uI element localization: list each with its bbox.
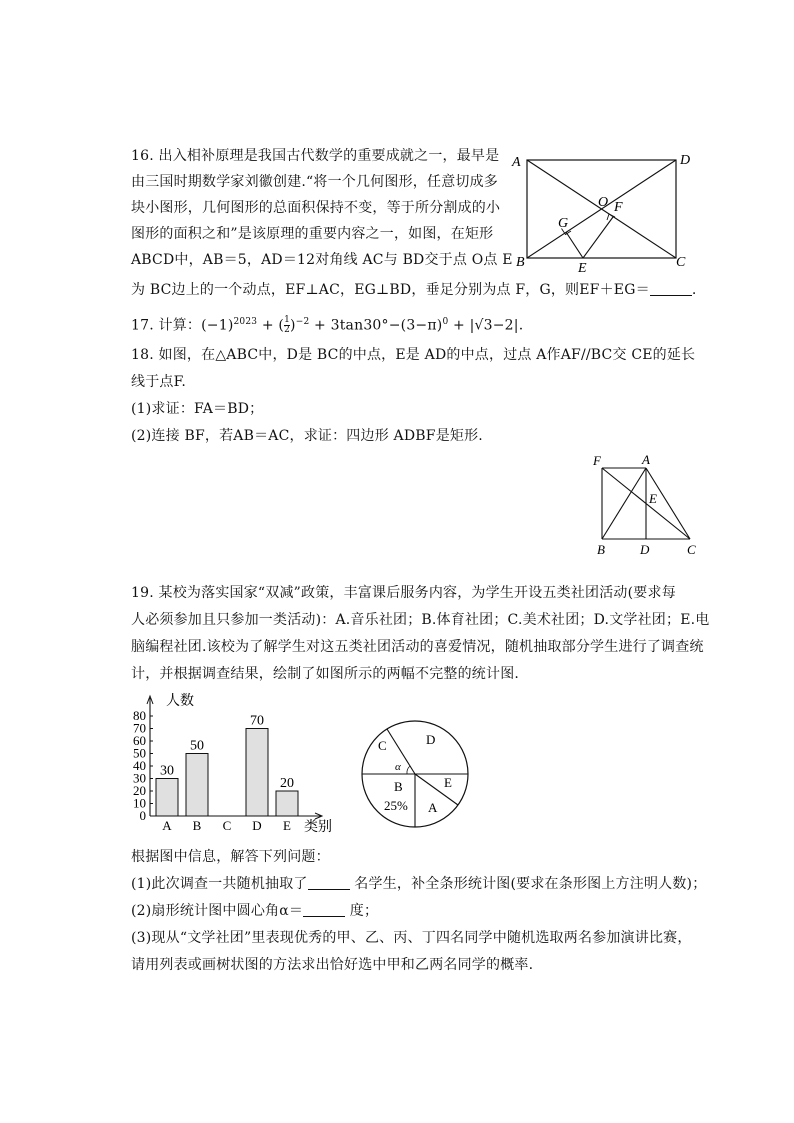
q19-part-1-b: 名学生，补全条形统计图(要求在条形图上方注明人数)； bbox=[354, 876, 707, 892]
q17-fraction bbox=[284, 316, 290, 335]
label-f: F bbox=[593, 453, 601, 468]
label-o: O bbox=[598, 195, 609, 210]
bar-data-label-d: 70 bbox=[250, 713, 264, 729]
q17-exp-0: 0 bbox=[442, 317, 449, 327]
x-category-d: D bbox=[252, 818, 262, 833]
label-e: E bbox=[649, 491, 657, 506]
y-tick-label: 0 bbox=[139, 808, 146, 823]
q16-line-6 bbox=[131, 280, 696, 300]
q18-part-1: (1)求证：FA＝BD； bbox=[131, 401, 264, 417]
q19-line-3: 脑编程社团.该校为了解学生对这五类社团活动的喜爱情况，随机抽取部分学生进行了调查统 bbox=[131, 639, 704, 655]
y-tick-label: 30 bbox=[133, 770, 146, 786]
x-category-c: C bbox=[222, 818, 232, 833]
q19-part-1 bbox=[131, 874, 706, 894]
q18-line-2: 线于点F. bbox=[131, 374, 186, 390]
q18-line-1: 18. 如图，在△ABC中，D是 BC的中点，E是 AD的中点，过点 A作AF//BC交 CE的延长 bbox=[131, 347, 696, 363]
q19-part-3-line-1: (3)现从“文学社团”里表现优秀的甲、乙、丙、丁四名同学中随机选取两名参加演讲比赛， bbox=[131, 930, 692, 946]
y-tick-label: 70 bbox=[133, 720, 146, 736]
y-tick-label: 50 bbox=[133, 745, 146, 761]
q19-line-4: 计，并根据调查结果，绘制了如图所示的两幅不完整的统计图. bbox=[131, 666, 520, 682]
label-e: E bbox=[578, 261, 587, 276]
q16-line-4: 图形的面积之和”是该原理的重要内容之一，如图，在矩形 bbox=[131, 226, 494, 242]
label-b: B bbox=[597, 542, 605, 557]
bar-d bbox=[246, 729, 268, 817]
pie-percent-b: 25% bbox=[384, 798, 408, 813]
q17-frac-den: 2 bbox=[284, 325, 291, 336]
q19-part-2-a: (2)扇形统计图中圆心角α＝ bbox=[131, 903, 304, 919]
label-c: C bbox=[687, 542, 696, 557]
bar-data-label-b: 50 bbox=[190, 738, 204, 754]
q19-part-1-a: (1)此次调查一共随机抽取了 bbox=[131, 876, 308, 892]
x-category-e: E bbox=[283, 818, 291, 833]
label-d: D bbox=[680, 153, 691, 168]
q19-part-2-b: 度； bbox=[349, 903, 379, 919]
segment-ef bbox=[583, 217, 613, 258]
x-category-a: A bbox=[162, 818, 172, 833]
bar-a bbox=[156, 779, 178, 817]
answer-blank-1 bbox=[308, 875, 350, 890]
q16-rectangle-figure bbox=[508, 148, 698, 276]
q19-intro: 根据图中信息，解答下列问题： bbox=[131, 849, 330, 865]
q19-line-2: 人必须参加且只参加一类活动)：A.音乐社团；B.体育社团；C.美术社团；D.文学社团；E.电 bbox=[131, 612, 710, 628]
answer-blank-2 bbox=[303, 902, 345, 917]
label-b: B bbox=[516, 255, 525, 270]
label-f: F bbox=[614, 200, 623, 215]
bar-chart-categories bbox=[162, 818, 291, 833]
pie-chart bbox=[352, 718, 478, 830]
segment-eg bbox=[566, 232, 583, 258]
pie-alpha: α bbox=[395, 761, 401, 773]
q17-rest2: + |√3−2|. bbox=[448, 317, 524, 334]
bar-chart-xlabel: 类别 bbox=[304, 820, 332, 835]
y-tick-label: 20 bbox=[133, 783, 146, 798]
q18-part-2: (2)连接 BF，若AB＝AC，求证：四边形 ADBF是矩形. bbox=[131, 428, 483, 444]
q19-part-2 bbox=[131, 901, 378, 921]
y-tick-label: 60 bbox=[133, 733, 146, 748]
pie-divider-c-d bbox=[387, 729, 415, 774]
label-a: A bbox=[512, 155, 521, 170]
q17-text: 17. 计算：(−1) bbox=[131, 317, 234, 334]
label-g: G bbox=[558, 216, 569, 231]
bar-e bbox=[276, 791, 298, 816]
bar-chart bbox=[126, 688, 338, 836]
y-tick-label: 80 bbox=[133, 708, 146, 723]
segment-ab bbox=[602, 468, 646, 539]
bar-data-label-e: 20 bbox=[280, 776, 294, 791]
q17-exp-2023: 2023 bbox=[233, 317, 258, 327]
q19-line-1: 19. 某校为落实国家“双减”政策，丰富课后服务内容，为学生开设五类社团活动(要求每 bbox=[131, 585, 676, 601]
q17-frac-num: 1 bbox=[284, 315, 291, 326]
x-category-b: B bbox=[192, 818, 202, 833]
pie-label-c: C bbox=[378, 738, 387, 753]
pie-label-a: A bbox=[428, 800, 438, 815]
alpha-arc bbox=[407, 766, 410, 774]
q17-plus: + ( bbox=[257, 317, 285, 334]
pie-label-b: B bbox=[394, 779, 403, 794]
q16-line-2: 由三国时期数学家刘徽创建.“将一个几何图形，任意切成多 bbox=[131, 174, 499, 190]
q16-line-3: 块小图形，几何图形的总面积保持不变，等于所分割成的小 bbox=[131, 200, 501, 216]
q16-line-1: 16. 出入相补原理是我国古代数学的重要成就之一，最早是 bbox=[131, 148, 500, 164]
bar-data-label-a: 30 bbox=[160, 763, 174, 779]
q18-triangle-figure bbox=[588, 450, 700, 560]
q19-part-3-line-2: 请用列表或画树状图的方法求出恰好选中甲和乙两名同学的概率. bbox=[131, 957, 534, 973]
bar-chart-bars bbox=[156, 714, 298, 817]
q17-rest: + 3tan30°−(3−π) bbox=[309, 317, 443, 334]
label-a: A bbox=[642, 452, 650, 467]
q16-line-6-text: 为 BC边上的一个动点，EF⊥AC，EG⊥BD，垂足分别为点 F，G，则EF＋EG＝ bbox=[131, 282, 650, 298]
q17-exp-neg2: −2 bbox=[295, 317, 310, 327]
label-d: D bbox=[640, 542, 650, 557]
q16-line-5: ABCD中，AB＝5，AD＝12对角线 AC与 BD交于点 O点 E bbox=[131, 252, 513, 268]
bar-chart-ylabel: 人数 bbox=[166, 694, 194, 709]
bar-b bbox=[186, 754, 208, 817]
y-tick-label: 40 bbox=[133, 758, 146, 773]
pie-label-d: D bbox=[426, 732, 436, 747]
pie-label-e: E bbox=[444, 775, 452, 790]
q16-line-6-tail: . bbox=[691, 282, 697, 298]
y-tick-label: 10 bbox=[133, 795, 146, 811]
answer-blank bbox=[650, 281, 692, 296]
q17-line: 17. 计算：$(-1)^{2023}$ + ( $\frac{1}{2}$ )$^{-2} + 3\tan 30^\circ-(3-\pi)^0 + |√3-2|$. bbox=[131, 315, 524, 336]
label-c: C bbox=[676, 255, 686, 270]
